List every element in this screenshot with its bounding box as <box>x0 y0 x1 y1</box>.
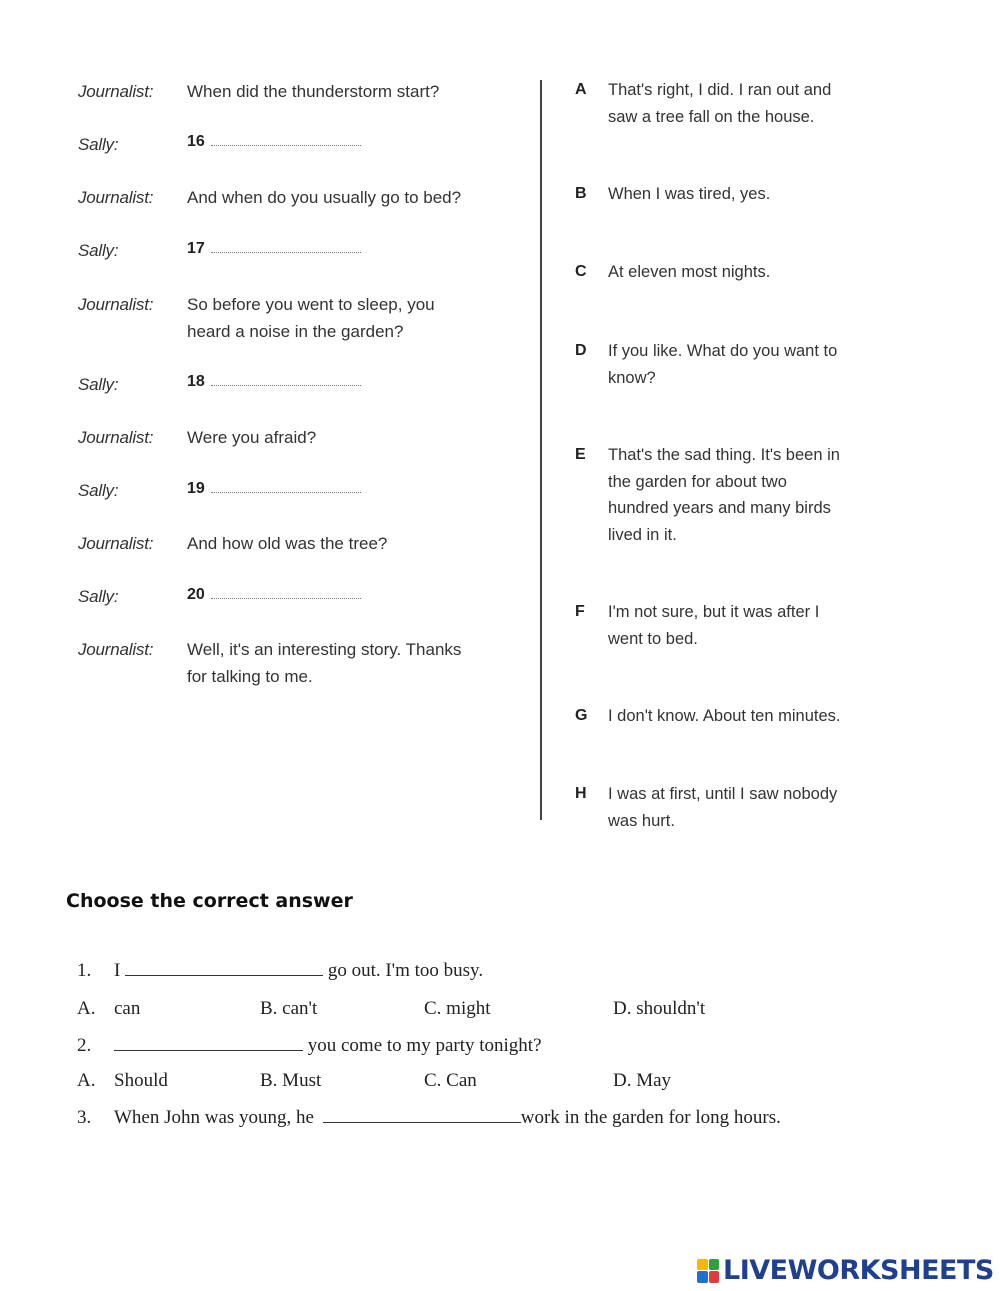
answer-option-a[interactable]: Should <box>114 1070 168 1091</box>
question-number: 2. <box>77 1035 92 1056</box>
answer-blank[interactable] <box>125 974 323 976</box>
option-line: was hurt. <box>608 811 675 830</box>
option-letter: D <box>575 342 587 359</box>
column-divider <box>540 80 542 820</box>
answer-blank[interactable] <box>211 491 361 493</box>
answer-label-a: A. <box>77 1070 96 1091</box>
speaker-label: Journalist: <box>78 295 154 314</box>
option-line: I'm not sure, but it was after I <box>608 603 820 621</box>
option-text-f <box>608 599 888 652</box>
answer-slot-19[interactable] <box>187 480 361 498</box>
option-letter: B <box>575 185 587 202</box>
question-number: 18 <box>187 373 205 390</box>
option-line: lived in it. <box>608 525 677 544</box>
answer-slot-20[interactable] <box>187 586 361 604</box>
option-line: If you like. What do you want to <box>608 342 838 360</box>
answer-option-d[interactable]: D. May <box>613 1070 672 1091</box>
question-text <box>114 960 483 982</box>
answer-blank[interactable] <box>114 1049 303 1051</box>
option-text-b <box>608 181 888 208</box>
question-number: 17 <box>187 240 205 257</box>
logo-text: LIVEWORKSHEETS <box>723 1255 994 1286</box>
option-letter: C <box>575 263 587 280</box>
answer-blank[interactable] <box>211 597 361 599</box>
answer-blank[interactable] <box>211 384 361 386</box>
question-number: 20 <box>187 586 205 603</box>
answer-option-b[interactable]: B. can't <box>260 998 318 1019</box>
answer-blank[interactable] <box>211 144 361 146</box>
option-line: know? <box>608 368 656 387</box>
option-text-d <box>608 338 888 391</box>
option-letter: H <box>575 785 587 802</box>
speaker-label: Sally: <box>78 375 119 394</box>
question-number: 19 <box>187 480 205 497</box>
speaker-label: Journalist: <box>78 82 154 101</box>
option-line: hundred years and many birds <box>608 499 831 517</box>
question-text <box>114 1107 781 1129</box>
option-line: That's right, I did. I ran out and <box>608 81 832 99</box>
answer-option-d[interactable]: D. shouldn't <box>613 998 706 1019</box>
option-line: I was at first, until I saw nobody <box>608 785 838 803</box>
option-line: the garden for about two <box>608 472 787 491</box>
answer-option-c[interactable]: C. might <box>424 998 491 1019</box>
option-line: went to bed. <box>608 629 698 648</box>
option-line: I don't know. About ten minutes. <box>608 707 841 725</box>
option-letter: E <box>575 446 586 463</box>
option-letter: A <box>575 81 587 98</box>
speaker-label: Journalist: <box>78 640 154 659</box>
question-text-before: I <box>114 960 121 981</box>
dialogue-line: So before you went to sleep, you <box>187 295 435 314</box>
answer-label-a: A. <box>77 998 96 1019</box>
speaker-label: Sally: <box>78 587 119 606</box>
question-text-after: work in the garden for long hours. <box>520 1107 781 1128</box>
question-text-after: go out. I'm too busy. <box>327 960 484 981</box>
dialogue-line: for talking to me. <box>187 667 313 686</box>
answer-option-a[interactable]: can <box>114 998 141 1019</box>
dialogue-line: heard a noise in the garden? <box>187 322 404 341</box>
option-text-e <box>608 442 888 548</box>
option-line: That's the sad thing. It's been in <box>608 446 840 464</box>
option-line: saw a tree fall on the house. <box>608 107 815 126</box>
quiz-heading: Choose the correct answer <box>66 890 353 912</box>
speaker-label: Sally: <box>78 481 119 500</box>
dialogue-line: When did the thunderstorm start? <box>187 82 440 101</box>
question-number: 16 <box>187 133 205 150</box>
dialogue-line: And when do you usually go to bed? <box>187 188 462 207</box>
answer-blank[interactable] <box>323 1121 521 1123</box>
question-number: 3. <box>77 1107 92 1128</box>
speaker-label: Sally: <box>78 135 119 154</box>
option-letter: F <box>575 603 585 620</box>
option-text-c <box>608 259 888 286</box>
logo-blocks-icon <box>697 1259 719 1283</box>
speaker-label: Journalist: <box>78 534 154 553</box>
dialogue-line: Well, it's an interesting story. Thanks <box>187 640 462 659</box>
speaker-label: Journalist: <box>78 188 154 207</box>
answer-option-c[interactable]: C. Can <box>424 1070 477 1091</box>
answer-option-b[interactable]: B. Must <box>260 1070 322 1091</box>
question-text-after: you come to my party tonight? <box>307 1035 542 1056</box>
option-text-g <box>608 703 888 730</box>
answer-slot-16[interactable] <box>187 133 361 151</box>
liveworksheets-logo <box>697 1255 994 1286</box>
option-line: When I was tired, yes. <box>608 185 771 203</box>
question-text-before: When John was young, he <box>114 1107 314 1128</box>
speaker-label: Sally: <box>78 241 119 260</box>
option-letter: G <box>575 707 588 724</box>
answer-blank[interactable] <box>211 251 361 253</box>
dialogue-line: And how old was the tree? <box>187 534 388 553</box>
speaker-label: Journalist: <box>78 428 154 447</box>
answer-slot-18[interactable] <box>187 373 361 391</box>
answer-slot-17[interactable] <box>187 240 361 258</box>
option-text-h <box>608 781 888 834</box>
question-number: 1. <box>77 960 92 981</box>
option-text-a <box>608 77 888 130</box>
question-text <box>114 1035 542 1057</box>
option-line: At eleven most nights. <box>608 263 771 281</box>
dialogue-line: Were you afraid? <box>187 428 317 447</box>
